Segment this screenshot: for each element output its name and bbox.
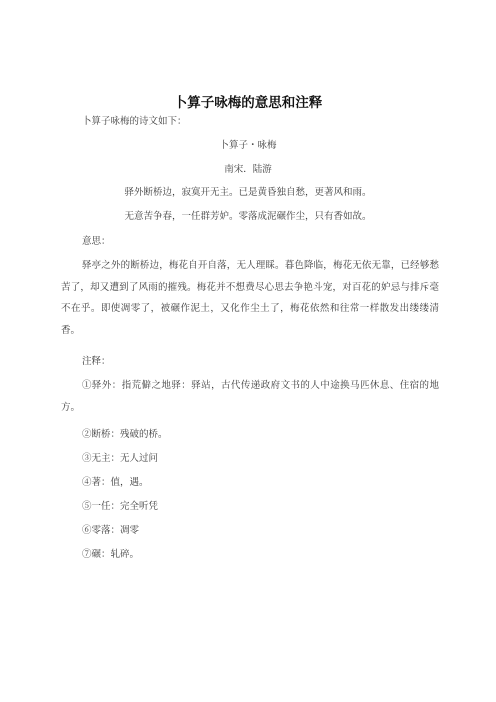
- note-item-3: ③无主：无人过问: [82, 453, 159, 464]
- note-item-1: ①驿外：指荒僻之地驿：驿站，古代传递政府文书的人中途换马匹休息、住宿的地方。: [61, 380, 439, 413]
- poem-title: 卜算子・咏梅: [219, 140, 277, 151]
- note-item-6: ⑥零落：凋零: [82, 525, 140, 536]
- document-title: 卜算子咏梅的意思和注释: [173, 95, 323, 111]
- notes-heading: 注释：: [82, 356, 111, 367]
- intro-text: 卜算子咏梅的诗文如下：: [82, 116, 187, 127]
- poem-author: 南宋．陆游: [224, 164, 272, 175]
- poem-line-2: 无意苦争春，一任群芳妒。零落成泥碾作尘，只有香如故。: [124, 211, 372, 222]
- meaning-heading: 意思：: [82, 236, 111, 247]
- note-item-2: ②断桥：残破的桥。: [82, 429, 168, 440]
- note-item-5: ⑤一任：完全听凭: [82, 501, 159, 512]
- note-item-4: ④著：值，遇。: [82, 477, 149, 488]
- note-item-7: ⑦碾：轧碎。: [82, 549, 140, 560]
- poem-line-1: 驿外断桥边，寂寞开无主。已是黄昏独自愁，更著风和雨。: [124, 187, 372, 198]
- meaning-paragraph: 驿亭之外的断桥边，梅花自开自落，无人理睬。暮色降临，梅花无依无靠，已经够愁苦了，却又遭到了风雨的摧残。梅花并不想费尽心思去争艳斗宠，对百花的妒忌与排斥毫不在乎。即使凋零了，被碾作泥土，又化作尘土了，梅花依然和往常一样散发出缕缕清香。: [61, 260, 439, 336]
